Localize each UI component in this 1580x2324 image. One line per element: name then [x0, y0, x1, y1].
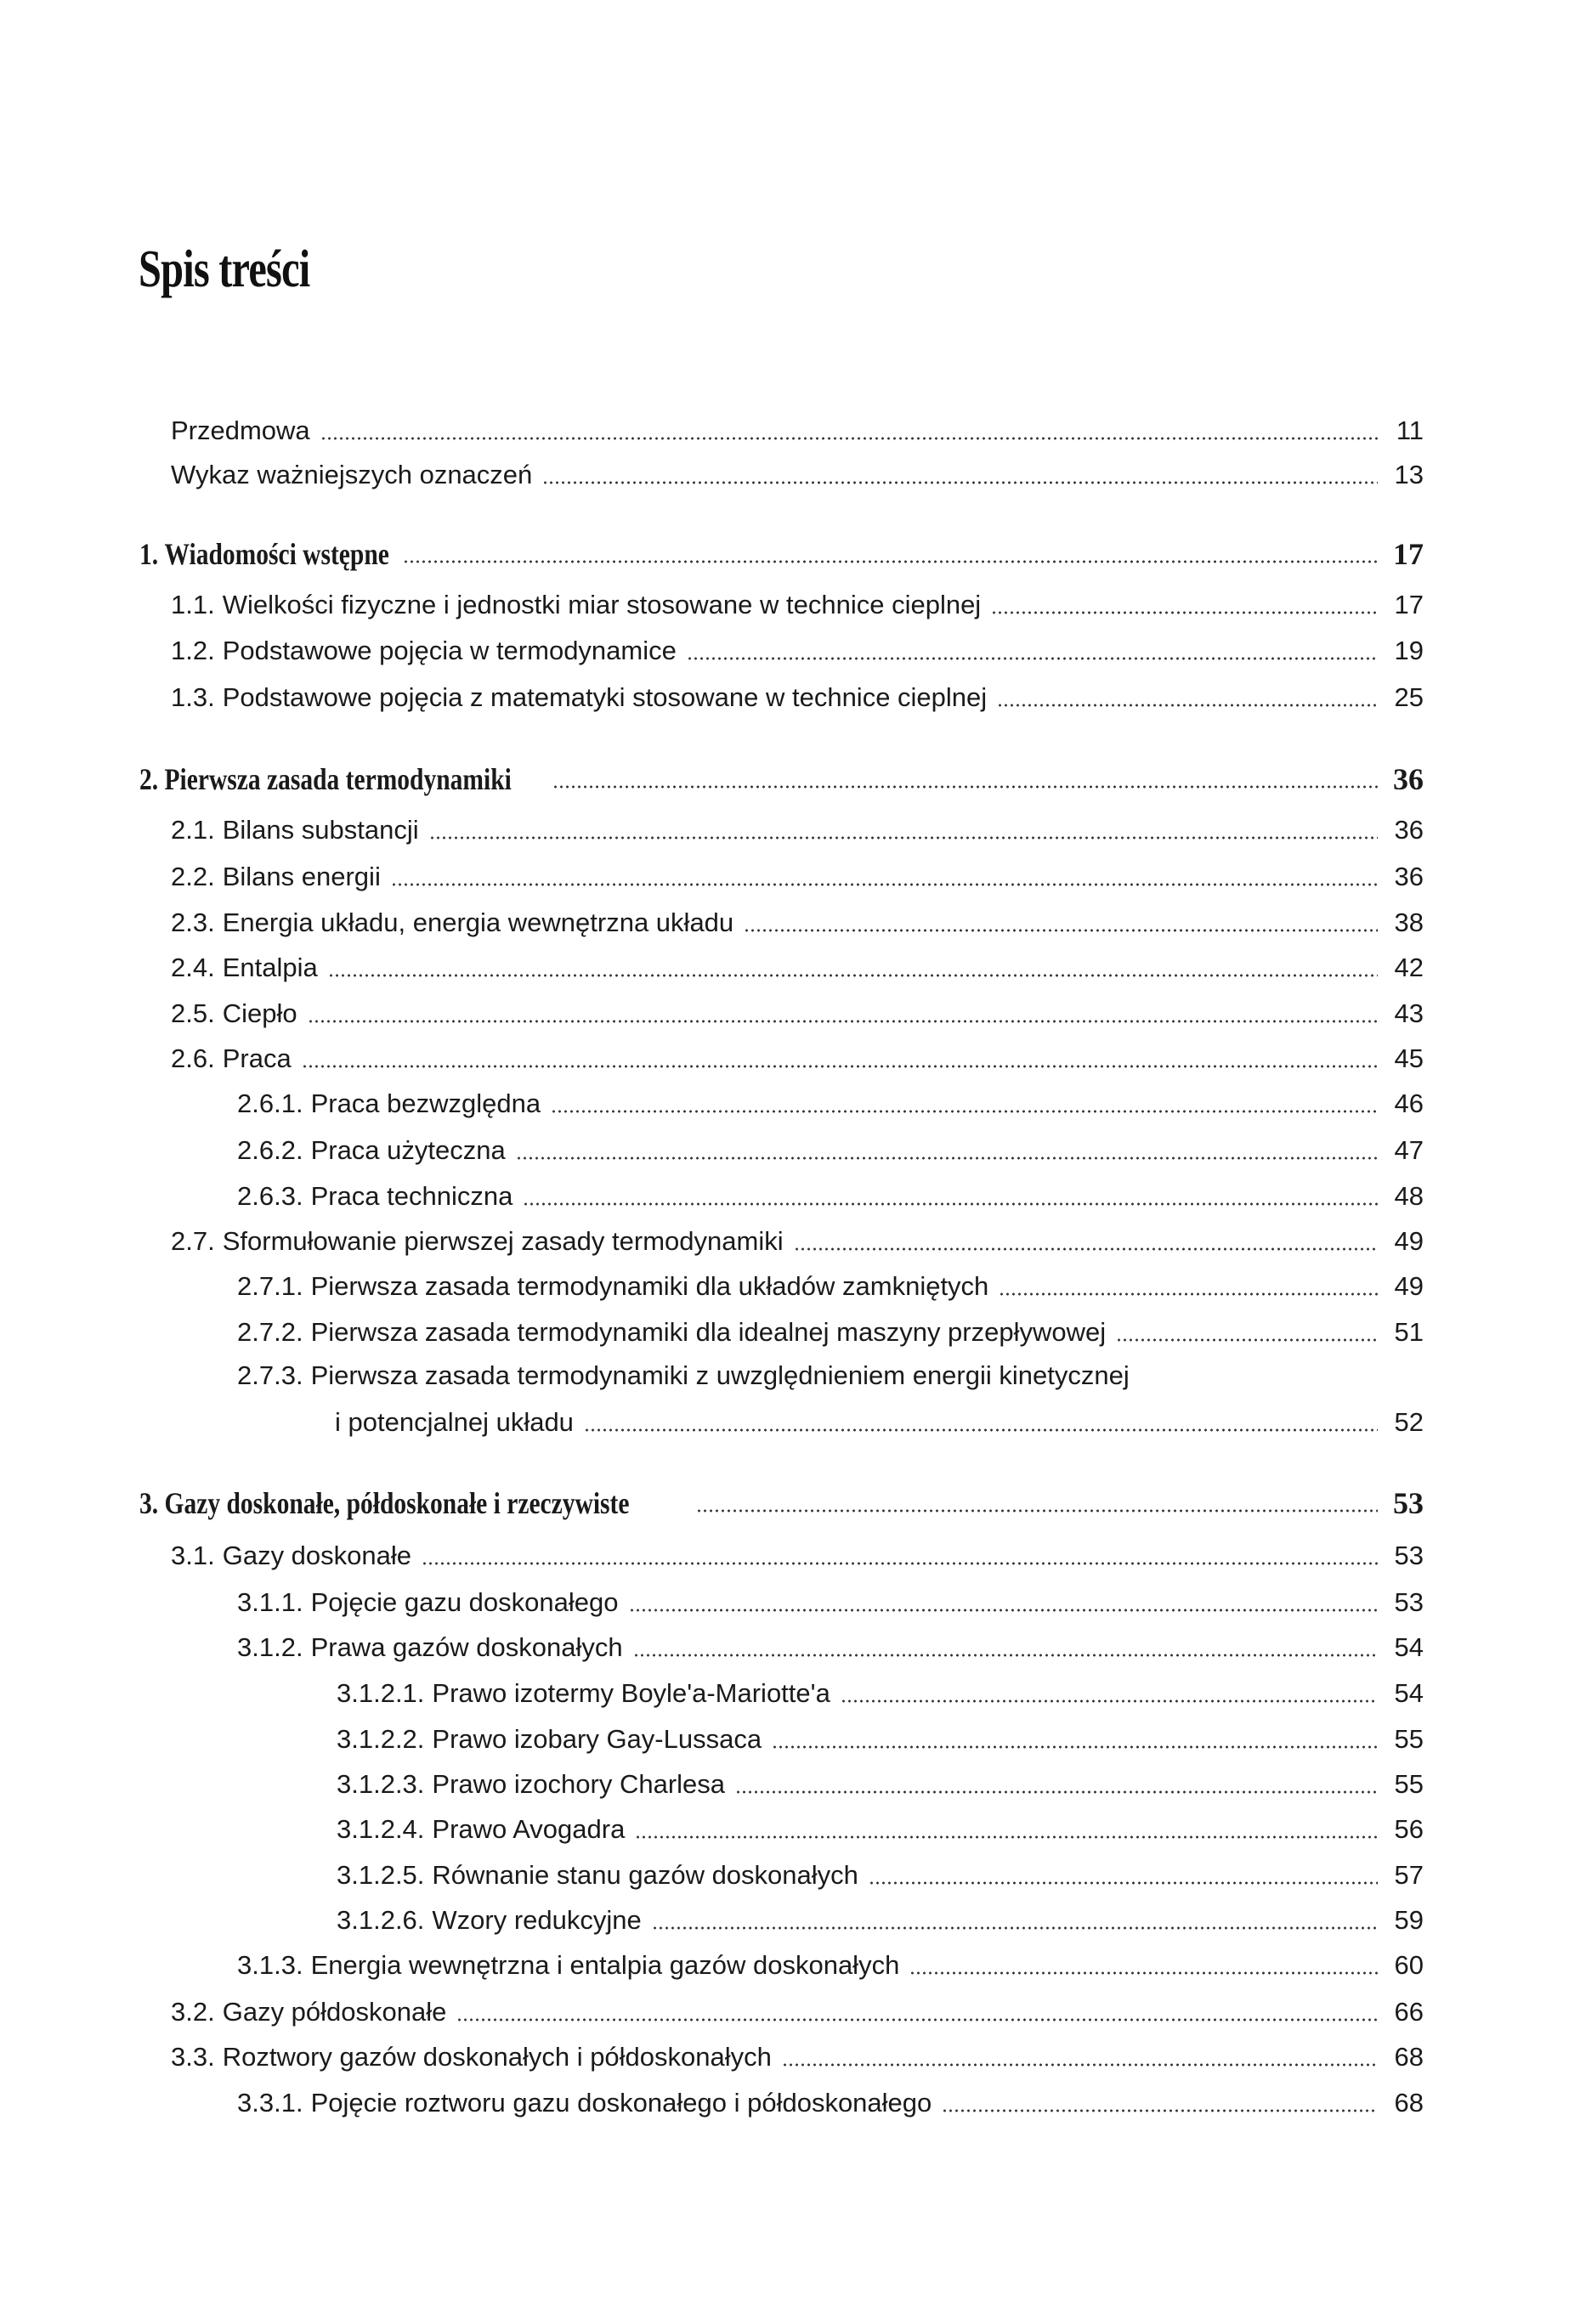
- dot-leader: [542, 480, 1378, 485]
- entry-title: Praca użyteczna: [310, 1135, 506, 1165]
- entry-label: [171, 632, 677, 670]
- toc-entry: [171, 1537, 1424, 1575]
- page-number: 54: [1394, 1632, 1424, 1662]
- entry-label: [337, 1766, 725, 1803]
- toc-chapter: [139, 761, 1424, 798]
- entry-label: [237, 1947, 899, 1984]
- entry-title: Praca techniczna: [310, 1181, 513, 1211]
- toc-chapter: [139, 1484, 1424, 1522]
- dot-leader: [403, 559, 1378, 564]
- page-number: 36: [1393, 762, 1424, 796]
- entry-title: Pojęcie roztworu gazu doskonałego i półdoskonałego: [310, 2088, 932, 2118]
- entry-label: [171, 1223, 784, 1260]
- page-number: 11: [1396, 416, 1424, 445]
- page-number: 60: [1394, 1950, 1424, 1980]
- toc-entry: [337, 1902, 1424, 1939]
- toc-entry: [171, 2038, 1424, 2076]
- entry-label: [237, 2084, 932, 2122]
- page-number: 68: [1394, 2042, 1424, 2072]
- page-number: 36: [1394, 815, 1424, 845]
- entry-number: 3.: [139, 1486, 159, 1520]
- entry-title: Przedmowa: [171, 416, 310, 445]
- page-number: 48: [1394, 1181, 1424, 1211]
- entry-title: Pierwsza zasada termodynamiki z uwzględnieniem energii kinetycznej: [310, 1360, 1130, 1390]
- page-title: Spis treści: [139, 240, 310, 298]
- page-number: 49: [1394, 1226, 1424, 1256]
- entry-number: 1.2.: [171, 636, 215, 665]
- toc-entry: [171, 679, 1424, 716]
- dot-leader: [320, 436, 1378, 441]
- dot-leader: [516, 1156, 1378, 1161]
- dot-leader: [942, 2108, 1378, 2113]
- entry-title: Wzory redukcyjne: [432, 1905, 642, 1935]
- entry-number: 2.1.: [171, 815, 215, 845]
- entry-label: [139, 761, 512, 798]
- dot-leader: [999, 1292, 1378, 1297]
- dot-leader: [869, 1880, 1378, 1886]
- entry-number: 2.: [139, 762, 159, 796]
- entry-title: i potencjalnej układu: [335, 1407, 574, 1437]
- page-number: 53: [1394, 1541, 1424, 1570]
- page-number: 36: [1394, 862, 1424, 891]
- entry-label: [237, 1314, 1106, 1351]
- page-number: 46: [1394, 1088, 1424, 1118]
- dot-leader: [744, 928, 1378, 933]
- dot-leader: [991, 610, 1378, 615]
- dot-leader: [456, 2017, 1378, 2022]
- entry-label: [171, 412, 310, 450]
- entry-label: [171, 1993, 446, 2031]
- dot-leader: [772, 1744, 1378, 1750]
- entry-number: 3.1.: [171, 1541, 215, 1570]
- toc-entry: [171, 949, 1424, 987]
- entry-label: [171, 811, 419, 849]
- entry-label: [171, 904, 733, 941]
- entry-number: 2.7.3.: [237, 1360, 303, 1390]
- entry-title: Gazy doskonałe: [222, 1541, 412, 1570]
- toc-entry: [171, 632, 1424, 670]
- entry-title: Prawa gazów doskonałych: [310, 1632, 623, 1662]
- entry-title: Praca bezwzględna: [310, 1088, 541, 1118]
- entry-title: Gazy doskonałe, półdoskonałe i rzeczywiste: [164, 1486, 630, 1520]
- entry-label: [237, 1085, 541, 1122]
- entry-title: Wykaz ważniejszych oznaczeń: [171, 460, 533, 489]
- dot-leader: [909, 1971, 1378, 1976]
- entry-title: Pierwsza zasada termodynamiki: [164, 762, 512, 796]
- entry-title: Podstawowe pojęcia w termodynamice: [222, 636, 677, 665]
- entry-title: Prawo izotermy Boyle'a-Mariotte'a: [432, 1678, 830, 1708]
- dot-leader: [308, 1019, 1378, 1024]
- dot-leader: [523, 1202, 1378, 1207]
- page-number: 55: [1394, 1769, 1424, 1799]
- toc-entry: [337, 1857, 1424, 1894]
- entry-title: Wielkości fizyczne i jednostki miar stosowane w technice cieplnej: [222, 590, 982, 619]
- entry-number: 3.1.2.2.: [337, 1724, 425, 1754]
- toc-entry: [171, 811, 1424, 849]
- page-number: 49: [1394, 1271, 1424, 1301]
- dot-leader: [782, 2062, 1378, 2067]
- toc-entry: [237, 1132, 1424, 1169]
- entry-number: 3.1.2.3.: [337, 1769, 425, 1799]
- toc-entry: [171, 904, 1424, 941]
- entry-number: 2.4.: [171, 953, 215, 982]
- toc-entry: [337, 1766, 1424, 1803]
- entry-label: [171, 949, 318, 987]
- entry-number: 2.3.: [171, 908, 215, 937]
- entry-title: Wiadomości wstępne: [164, 537, 389, 571]
- entry-number: 3.2.: [171, 1997, 215, 2027]
- toc-chapter: [139, 535, 1424, 573]
- toc-entry: [237, 1584, 1424, 1621]
- page-number: 13: [1394, 460, 1424, 489]
- entry-title: Prawo izochory Charlesa: [432, 1769, 726, 1799]
- dot-leader: [551, 1109, 1378, 1114]
- dot-leader: [687, 656, 1378, 661]
- entry-title: Pierwsza zasada termodynamiki dla układów zamkniętych: [310, 1271, 989, 1301]
- entry-number: 3.1.2.1.: [337, 1678, 425, 1708]
- page-number: 17: [1394, 590, 1424, 619]
- entry-title: Prawo Avogadra: [432, 1814, 626, 1844]
- toc-entry: [171, 1223, 1424, 1260]
- entry-label: [171, 858, 381, 896]
- entry-number: 2.7.1.: [237, 1271, 303, 1301]
- entry-number: 1.: [139, 537, 159, 571]
- page-number: 38: [1394, 908, 1424, 937]
- entry-number: 3.1.2.4.: [337, 1814, 425, 1844]
- entry-title: Praca: [222, 1043, 292, 1073]
- entry-title: Bilans energii: [222, 862, 381, 891]
- page-number: 55: [1394, 1724, 1424, 1754]
- entry-number: 2.6.1.: [237, 1088, 303, 1118]
- entry-number: 3.1.1.: [237, 1587, 303, 1617]
- toc-entry: [237, 1629, 1424, 1666]
- entry-title: Podstawowe pojęcia z matematyki stosowane w technice cieplnej: [222, 682, 988, 712]
- page-number: 45: [1394, 1043, 1424, 1073]
- dot-leader: [584, 1428, 1378, 1433]
- toc-entry: [237, 1947, 1424, 1984]
- entry-label: [337, 1675, 830, 1712]
- entry-number: 3.1.2.5.: [337, 1860, 425, 1890]
- entry-label: [171, 1040, 292, 1077]
- entry-number: 3.3.: [171, 2042, 215, 2072]
- entry-number: 3.1.2.: [237, 1632, 303, 1662]
- page-number: 25: [1394, 682, 1424, 712]
- entry-label: [139, 535, 389, 573]
- entry-number: 3.1.3.: [237, 1950, 303, 1980]
- entry-label: [237, 1178, 513, 1215]
- page-number: 59: [1394, 1905, 1424, 1935]
- toc-entry: [171, 1993, 1424, 2031]
- entry-label: [171, 995, 297, 1032]
- dot-leader: [1116, 1337, 1378, 1343]
- dot-leader: [422, 1561, 1378, 1566]
- toc-entry: [337, 1721, 1424, 1758]
- dot-leader: [794, 1247, 1378, 1252]
- entry-title: Roztwory gazów doskonałych i półdoskonałych: [222, 2042, 772, 2072]
- entry-label: [337, 1811, 625, 1848]
- dot-leader: [391, 882, 1378, 887]
- entry-label: [171, 456, 532, 494]
- entry-number: 2.5.: [171, 998, 215, 1028]
- entry-number: 2.6.: [171, 1043, 215, 1073]
- toc-entry: [237, 1085, 1424, 1122]
- entry-label: [237, 1268, 988, 1305]
- page-number: 19: [1394, 636, 1424, 665]
- entry-label: [237, 1584, 619, 1621]
- toc-entry: [171, 995, 1424, 1032]
- toc-entry: [237, 1314, 1424, 1351]
- toc-entry: [171, 586, 1424, 624]
- toc-entry: [237, 1178, 1424, 1215]
- entry-label: [171, 679, 987, 716]
- toc-entry: [171, 456, 1424, 494]
- toc-entry: [337, 1675, 1424, 1712]
- toc-entry: [237, 1357, 1130, 1394]
- page-number: 54: [1394, 1678, 1424, 1708]
- toc-entry: [337, 1811, 1424, 1848]
- entry-title: Pierwsza zasada termodynamiki dla idealnej maszyny przepływowej: [310, 1317, 1107, 1347]
- dot-leader: [841, 1699, 1378, 1704]
- page-number: 66: [1394, 1997, 1424, 2027]
- entry-title: Ciepło: [222, 998, 297, 1028]
- dot-leader: [302, 1064, 1378, 1069]
- entry-number: 1.3.: [171, 682, 215, 712]
- entry-label: [335, 1404, 574, 1441]
- entry-title: Bilans substancji: [222, 815, 419, 845]
- entry-title: Sformułowanie pierwszej zasady termodynamiki: [222, 1226, 784, 1256]
- entry-number: 3.3.1.: [237, 2088, 303, 2118]
- entry-label: [337, 1857, 858, 1894]
- entry-title: Energia układu, energia wewnętrzna układu: [222, 908, 734, 937]
- entry-label: [237, 1629, 623, 1666]
- page-number: 42: [1394, 953, 1424, 982]
- toc-entry: [171, 1040, 1424, 1077]
- dot-leader: [552, 784, 1378, 789]
- dot-leader: [633, 1653, 1378, 1658]
- entry-label: [171, 586, 981, 624]
- page-number: 53: [1394, 1587, 1424, 1617]
- page-number: 56: [1394, 1814, 1424, 1844]
- toc-entry: [237, 1268, 1424, 1305]
- toc-entry: [237, 2084, 1424, 2122]
- dot-leader: [629, 1608, 1379, 1613]
- page-number: 51: [1394, 1317, 1424, 1347]
- page-number: 52: [1394, 1407, 1424, 1437]
- entry-number: 2.7.2.: [237, 1317, 303, 1347]
- entry-title: Pojęcie gazu doskonałego: [310, 1587, 619, 1617]
- entry-title: Energia wewnętrzna i entalpia gazów doskonałych: [310, 1950, 900, 1980]
- entry-number: 2.2.: [171, 862, 215, 891]
- page-number: 43: [1394, 998, 1424, 1028]
- entry-label: [171, 1537, 411, 1575]
- dot-leader: [997, 703, 1378, 708]
- entry-number: 2.6.3.: [237, 1181, 303, 1211]
- entry-number: 1.1.: [171, 590, 215, 619]
- dot-leader: [696, 1508, 1378, 1513]
- dot-leader: [328, 973, 1378, 978]
- dot-leader: [652, 1925, 1378, 1931]
- dot-leader: [429, 835, 1378, 840]
- entry-label: [237, 1357, 1130, 1394]
- entry-title: Gazy półdoskonałe: [222, 1997, 447, 2027]
- entry-label: [337, 1902, 642, 1939]
- toc-entry: [171, 858, 1424, 896]
- page-number: 17: [1393, 537, 1424, 571]
- entry-number: 2.6.2.: [237, 1135, 303, 1165]
- page-number: 53: [1393, 1486, 1424, 1520]
- entry-number: 2.7.: [171, 1226, 215, 1256]
- dot-leader: [735, 1790, 1378, 1795]
- entry-number: 3.1.2.6.: [337, 1905, 425, 1935]
- entry-title: Entalpia: [222, 953, 318, 982]
- entry-label: [139, 1484, 629, 1522]
- page-number: 47: [1394, 1135, 1424, 1165]
- toc-entry: [171, 412, 1424, 450]
- entry-label: [237, 1132, 506, 1169]
- entry-title: Równanie stanu gazów doskonałych: [432, 1860, 858, 1890]
- page-number: 68: [1394, 2088, 1424, 2118]
- entry-label: [337, 1721, 762, 1758]
- dot-leader: [635, 1835, 1378, 1840]
- toc-entry: [335, 1404, 1424, 1441]
- entry-title: Prawo izobary Gay-Lussaca: [432, 1724, 762, 1754]
- page-number: 57: [1394, 1860, 1424, 1890]
- entry-label: [171, 2038, 772, 2076]
